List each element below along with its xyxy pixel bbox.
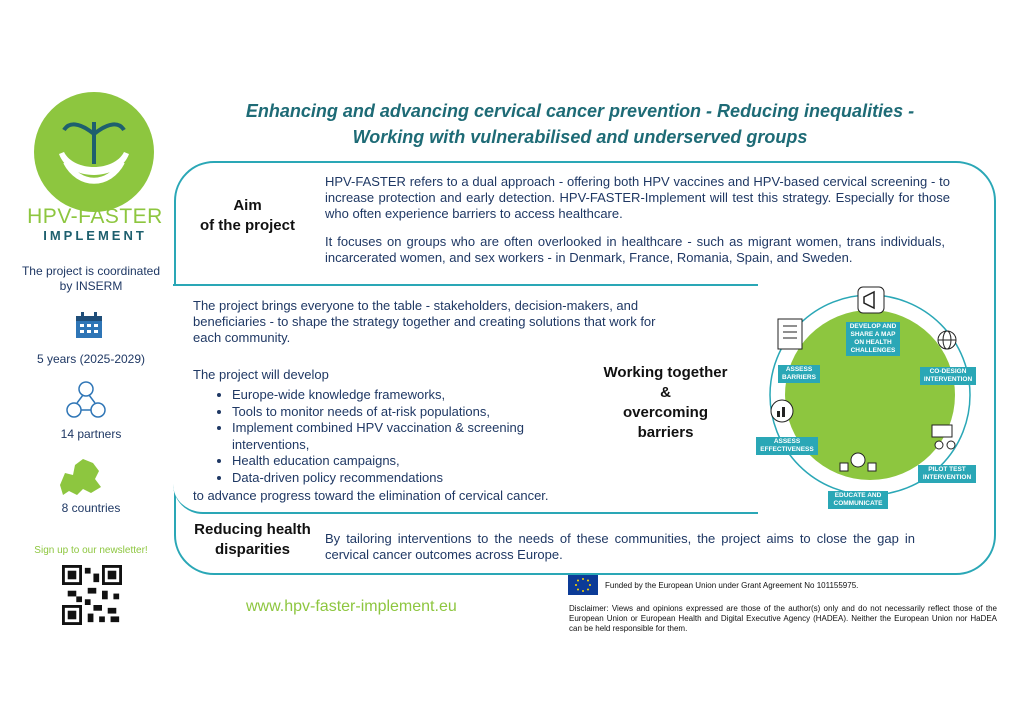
logo-subtitle: IMPLEMENT	[43, 228, 147, 243]
reducing-label: Reducing health disparities	[194, 521, 311, 558]
develop-list	[214, 387, 582, 486]
website-link[interactable]: www.hpv-faster-implement.eu	[246, 598, 457, 615]
partners-icon	[64, 380, 108, 420]
checklist-icon	[776, 317, 806, 353]
list-item: • Health education campaigns,	[232, 453, 582, 470]
wheel-label-educate: EDUCATE AND COMMUNICATE	[828, 491, 888, 509]
page-title: Enhancing and advancing cervical cancer prevention - Reducing inequalities - Working with vulnerabilised and underserved groups	[245, 101, 915, 147]
reducing-text: By tailoring interventions to the needs of these communities, the project aims to close the gap in cervical cancer outcomes across Europe.	[325, 531, 915, 562]
analytics-icon	[768, 397, 796, 425]
globe-people-icon	[932, 327, 962, 357]
aim-paragraph-2: It focuses on groups who are often overlooked in healthcare - such as migrant women, trans individuals, incarcerated women, and sex workers - in Denmark, France, Romania, Spain, and Sweden.	[325, 234, 945, 265]
wheel-label-barriers: ASSESS BARRIERS	[778, 365, 820, 383]
list-item: • Europe-wide knowledge frameworks,	[232, 387, 582, 404]
wheel-label-effectiveness: ASSESS EFFECTIVENESS	[756, 437, 818, 455]
coordinated-text: The project is coordinated by INSERM	[21, 264, 161, 293]
newsletter-text[interactable]: Sign up to our newsletter!	[34, 545, 148, 556]
presentation-icon	[930, 423, 960, 453]
disclaimer-text: Disclaimer: Views and opinions expressed are those of the author(s) only and do not necessarily reflect those of the European Union or European Health and Digital Executive Agency (HADEA). Neither the European Union nor HaDEA can be held responsible for them.	[569, 604, 997, 633]
partners-text: 14 partners	[60, 427, 122, 441]
eu-flag-icon	[568, 575, 598, 595]
calendar-icon	[74, 310, 104, 340]
list-item: • Implement combined HPV vaccination & screening interventions,	[232, 420, 582, 453]
working-label: Working together & overcoming barriers	[603, 364, 728, 441]
countries-text: 8 countries	[61, 501, 121, 515]
funding-text: Funded by the European Union under Grant Agreement No 101155975.	[605, 581, 859, 590]
logo-hands-icon	[34, 92, 154, 212]
europe-map-icon	[55, 455, 105, 499]
duration-text: 5 years (2025-2029)	[36, 352, 146, 366]
list-item: • Data-driven policy recommendations	[232, 470, 582, 487]
qr-code-icon[interactable]	[62, 565, 122, 625]
working-closing: to advance progress toward the elimination of cervical cancer.	[193, 488, 549, 503]
logo-name: HPV-FASTER	[27, 205, 163, 228]
working-intro: The project brings everyone to the table - stakeholders, decision-makers, and beneficiaries - to shape the strategy together and creating solutions that work for each community.	[193, 298, 656, 345]
aim-paragraph-1: HPV-FASTER refers to a dual approach - offering both HPV vaccines and HPV-based cervical screening - to increase protection and early detection. HPV-FASTER-Implement will test this strategy. Especially for those who often experience barriers to access healthcare.	[325, 174, 950, 221]
education-icon	[838, 445, 878, 475]
logo-circle	[34, 92, 154, 212]
wheel-label-develop: DEVELOP AND SHARE A MAP ON HEALTH CHALLENGES	[846, 322, 900, 356]
working-develop-heading: The project will develop	[193, 367, 329, 382]
wheel-label-codesign: CO-DESIGN INTERVENTION	[920, 367, 976, 385]
list-item: • Tools to monitor needs of at-risk populations,	[232, 404, 582, 421]
aim-label: Aim of the project	[199, 197, 295, 234]
megaphone-icon	[856, 285, 886, 315]
process-wheel	[760, 285, 980, 505]
wheel-label-pilot: PILOT TEST INTERVENTION	[918, 465, 976, 483]
